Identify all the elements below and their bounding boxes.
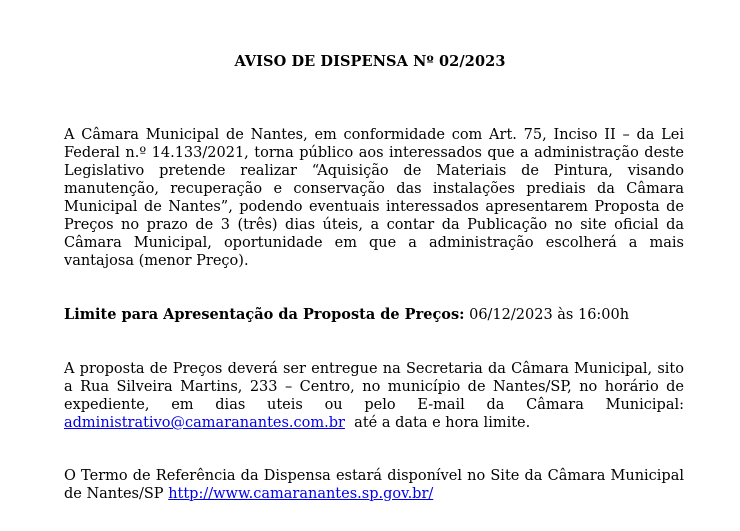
reference-text: O Termo de Referência da Dispensa estará disponível no Site da Câmara Municipal de Nantes/SP (64, 468, 684, 502)
deadline-label: Limite para Apresentação da Proposta de Preços: (64, 306, 465, 323)
delivery-suffix: até a data e hora limite. (344, 415, 531, 431)
delivery-text: A proposta de Preços deverá ser entregue na Secretaria da Câmara Municipal, sito a Rua Silveira Martins, 233 – Centro, no município de Nantes/SP, no horário de expediente, em dias uteis ou pelo E-mail da Câmara Municipal: (64, 361, 684, 413)
intro-paragraph: A Câmara Municipal de Nantes, em conformidade com Art. 75, Inciso II – da Lei Federal n.º 14.133/2021, torna público aos interessados que a administração deste Legislativo pretende realizar “Aquisição de Materiais de Pintura, visando manutenção, recuperação e conservação das instalações prediais da Câmara Municipal de Nantes”, podendo eventuais interessados apresentarem Proposta de Preços no prazo de 3 (três) dias úteis, a contar da Publicação no site oficial da Câmara Municipal, oportunidade em que a administração escolherá a mais vantajosa (menor Preço). (64, 127, 684, 269)
deadline-value: 06/12/2023 às 16:00h (464, 307, 630, 323)
delivery-paragraph (64, 360, 684, 432)
site-link[interactable]: http://www.camaranantes.sp.gov.br/ (168, 486, 434, 502)
email-link[interactable]: administrativo@camaranantes.com.br (64, 415, 345, 431)
document-title: AVISO DE DISPENSA Nº 02/2023 (234, 53, 506, 70)
deadline-paragraph (64, 306, 684, 324)
reference-paragraph (64, 467, 684, 503)
